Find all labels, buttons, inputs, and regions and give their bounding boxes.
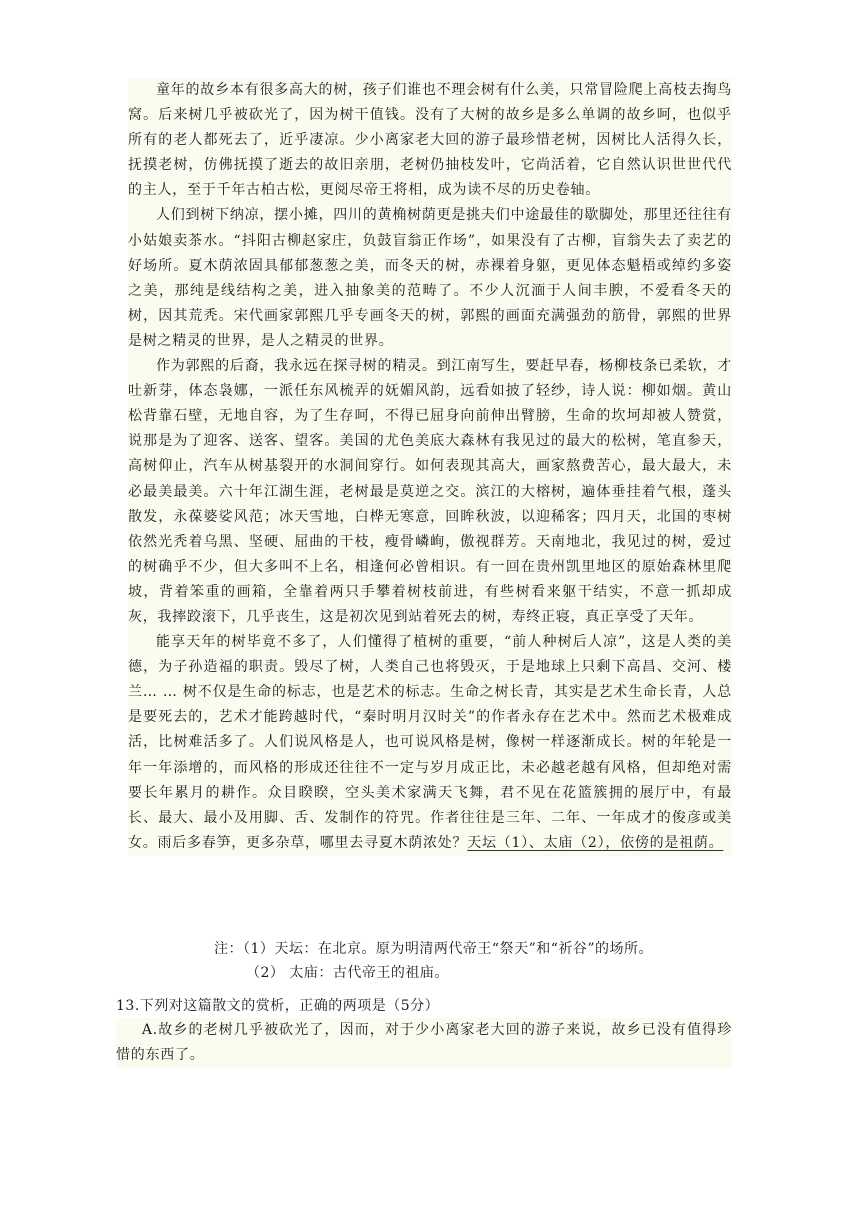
footnotes [128, 937, 732, 985]
question-stem: 13.下列对这篇散文的赏析，正确的两项是（5分） [116, 998, 440, 1014]
question-option-a: A.故乡的老树几乎被砍光了，因而，对于少小离家老大回的游子来说，故乡已没有值得珍惜的东西了。 [116, 1018, 732, 1068]
essay-paragraph-4 [128, 630, 732, 856]
essay-paragraph-4-main: 能享天年的树毕竟不多了，人们懂得了植树的重要，“前人种树后人凉”，这是人类的美德，为子孙造福的职责。毁尽了树，人类自己也将毁灭，于是地球上只剩下高昌、交河、楼兰… … 树不仅是生命的标志，也是艺术的标志。生命之树长青，其实是艺术生命长青，人总是要死去的，艺术才能跨越时代，“秦时明月汉时关”的作者永存在艺术中。然而艺术极难成活，比树难活多了。人们说风格是人，也可说风格是树，像树一样逐渐成长。树的年轮是一年一年添增的，而风格的形成还往往不一定与岁月成正比，未必越老越有风格，但却绝对需要长年累月的耕作。众目睽睽，空头美术家满天飞舞，君不见在花篮簇拥的展厅中，有最长、最大、最小及用脚、舌、发制作的符咒。作者往往是三年、二年、一年成才的俊彦或美女。雨后多春笋，更多杂草，哪里去寻夏木荫浓处？ [128, 634, 732, 851]
essay-passage [128, 78, 732, 856]
essay-paragraph-4-underlined-tail: 天坛（1）、太庙（2），依傍的是祖荫。 [467, 834, 724, 851]
essay-paragraph-2: 人们到树下纳凉，摆小摊，四川的黄桷树荫更是挑夫们中途最佳的歇脚处，那里还往往有小姑娘卖茶水。“抖阳古柳赵家庄，负鼓盲翁正作场”，如果没有了古柳，盲翁失去了卖艺的好场所。夏木荫浓固具郁郁葱葱之美，而冬天的树，赤裸着身躯，更见体态魁梧或绰约多姿之美，那纯是线结构之美，进入抽象美的范畴了。不少人沉湎于人间丰腴，不爱看冬天的树，因其荒秃。宋代画家郭熙几乎专画冬天的树，郭熙的画面充满强劲的筋骨，郭熙的世界是树之精灵的世界，是人之精灵的世界。 [128, 207, 732, 349]
essay-paragraph-1: 童年的故乡本有很多高大的树，孩子们谁也不理会树有什么美，只常冒险爬上高枝去掏鸟窝。后来树几乎被砍光了，因为树干值钱。没有了大树的故乡是多么单调的故乡呵，也似乎所有的老人都死去了，近乎凄凉。少小离家老大回的游子最珍惜老树，因树比人活得久长，抚摸老树，仿佛抚摸了逝去的故旧亲朋，老树仍抽枝发叶，它尚活着，它自然认识世世代代的主人，至于千年古柏古松，更阅尽帝王将相，成为读不尽的历史卷轴。 [128, 82, 732, 199]
footnote-1: 注：（1）天坛：在北京。原为明清两代帝王“祭天”和“祈谷”的场所。 [214, 941, 654, 957]
essay-paragraph-3: 作为郭熙的后裔，我永远在探寻树的精灵。到江南写生，要赶早春，杨柳枝条已柔软，才吐新芽，体态袅娜，一派任东风梳弄的妩媚风韵，远看如披了轻纱，诗人说：柳如烟。黄山松背靠石壁，无地自容，为了生存呵，不得已屈身向前伸出臂膀，生命的坎坷却被人赞赏，说那是为了迎客、送客、望客。美国的尤色美底大森林有我见过的最大的松树，笔直参天，高树仰止，汽车从树基裂开的水洞间穿行。如何表现其高大，画家熬费苦心，最大最大，未必最美最美。六十年江湖生涯，老树最是莫逆之交。滨江的大榕树，遍体垂挂着气根，蓬头散发，永葆婆娑风范；冰天雪地，白桦无寒意，回眸秋波，以迎稀客；四月天，北国的枣树依然光秃着乌黑、坚硬、屈曲的干枝，瘦骨嶙峋，傲视群芳。天南地北，我见过的树，爱过的树确乎不少，但大多叫不上名，相逢何必曾相识。有一回在贵州凯里地区的原始森林里爬坡，背着笨重的画箱，全靠着两只手攀着树枝前进，有些树看来躯干结实，不意一抓却成灰，我摔跤滚下，几乎丧生，这是初次见到站着死去的树，寿终正寝，真正享受了天年。 [128, 358, 732, 625]
question-13 [116, 994, 732, 1068]
footnote-2: （2） 太庙：古代帝王的祖庙。 [246, 965, 449, 981]
